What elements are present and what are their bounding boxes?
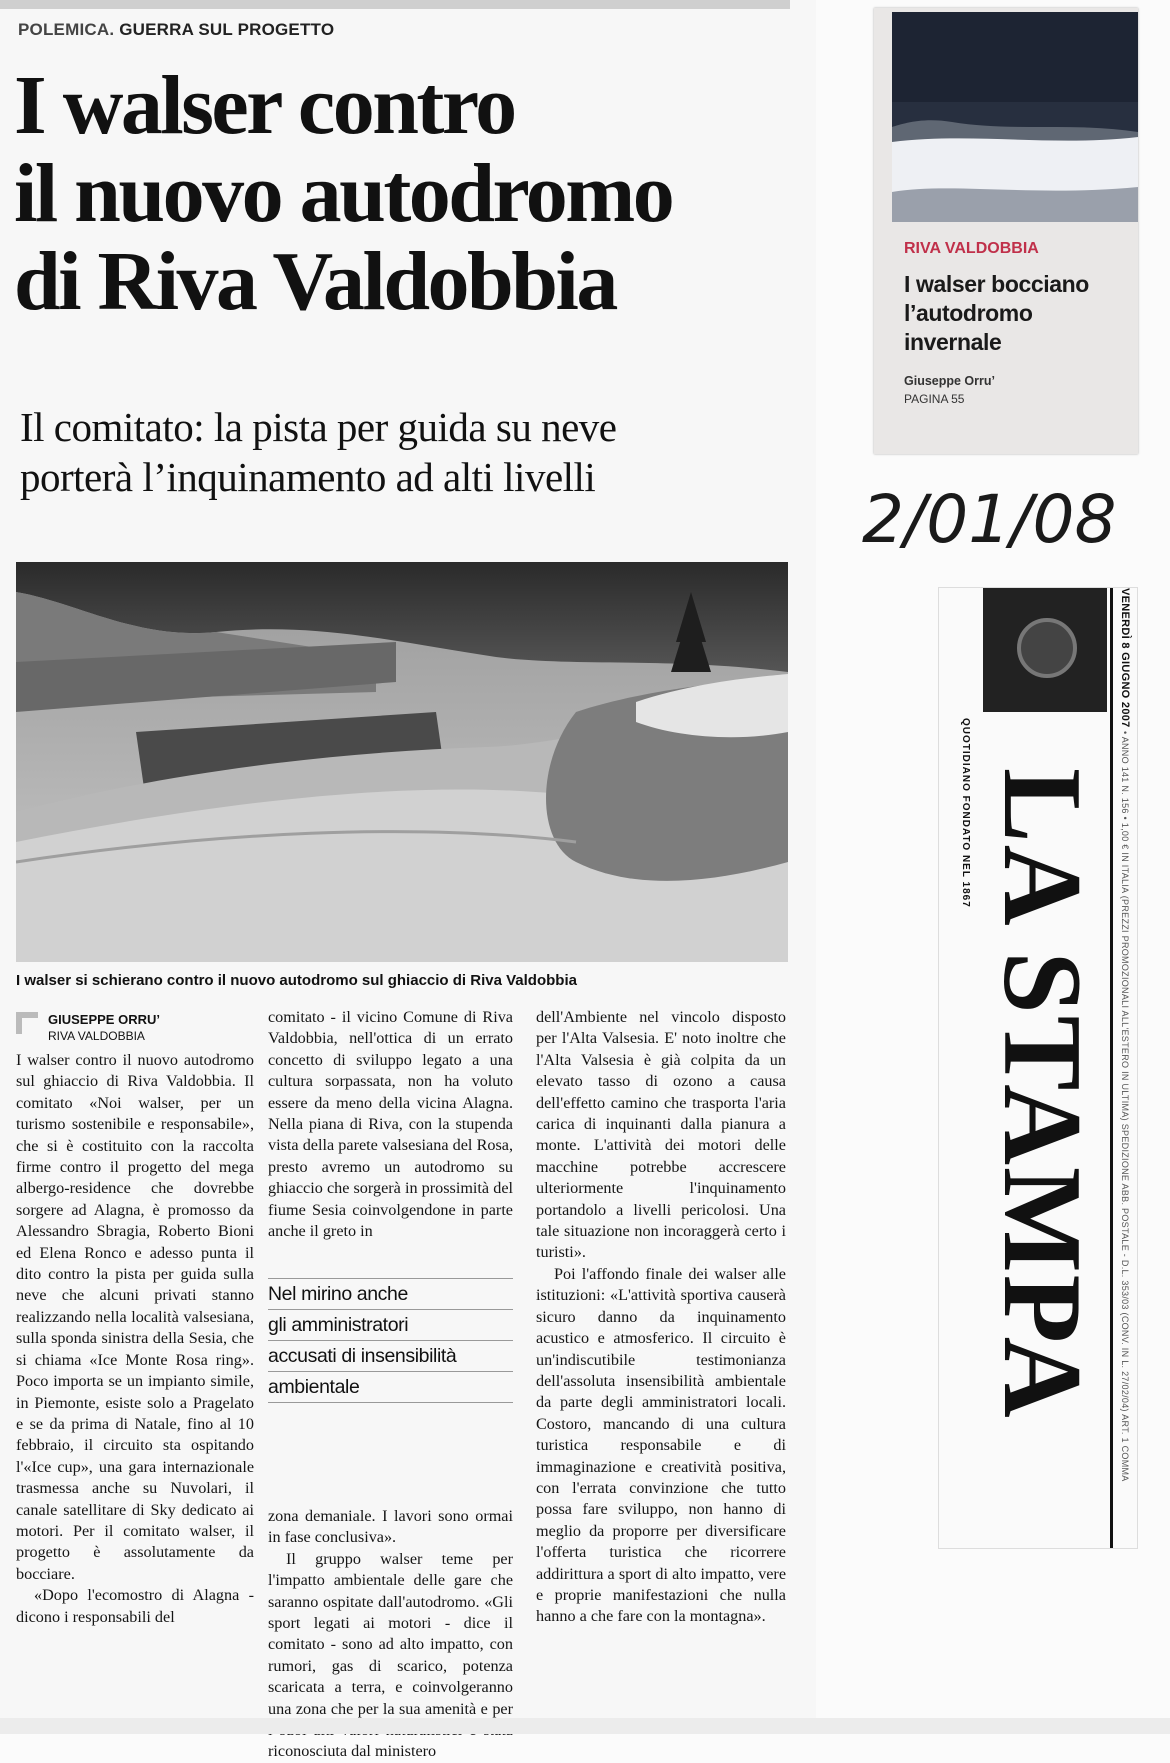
bottom-margin <box>0 1718 1170 1734</box>
subhead-line: Il comitato: la pista per guida su neve <box>20 404 617 450</box>
teaser-kicker: RIVA VALDOBBIA <box>904 240 1039 257</box>
masthead-rotated <box>939 588 1137 1548</box>
article-column-2-top <box>268 1007 513 1242</box>
article-byline <box>48 1011 160 1045</box>
masthead-logo: LA STAMPA <box>980 768 1104 1420</box>
masthead-founded: QUOTIDIANO FONDATO NEL 1867 <box>960 718 971 908</box>
article-column-3 <box>536 1007 786 1628</box>
teaser-title <box>904 270 1124 357</box>
handwritten-date <box>852 470 1152 580</box>
teaser-title-line: l’autodromo <box>904 300 1033 326</box>
masthead-issue-info: • ANNO 141 N. 156 • 1,00 € IN ITALIA (PREZZI PROMOZIONALI ALL'ESTERO IN ULTIMA) SPEDIZIONE ABB. POSTALE - D.L. 353/03 (CONV. IN L. 27/02/04) ART. 1 COMMA <box>1120 730 1130 1482</box>
headline-line: il nuovo autodromo <box>14 147 673 240</box>
headline-line: di Riva Valdobbia <box>14 235 616 328</box>
paragraph: comitato - il vicino Comune di Riva Valdobbia, nell'ottica di un errato concetto di sviluppo legato a una cultura sorpassata, non ha voluto essere da meno della vicina Alagna. Nella piana di Riva, con la stupenda vista della parete valsesiana del Rosa, presto avremo un autodromo su ghiaccio che sorgerà in prossimità del fiume Sesia coinvolgendone in parte anche il greto in <box>268 1008 513 1241</box>
headline-line: I walser contro <box>14 59 515 152</box>
snowy-landscape-thumbnail <box>892 12 1138 222</box>
kicker-topic: GUERRA SUL PROGETTO <box>119 20 335 39</box>
paragraph: «Dopo l'ecomostro di Alagna - dicono i responsabili del <box>16 1586 254 1626</box>
paragraph: Poi l'affondo finale dei walser alle istituzioni: «L'attività sportiva causerà sicuro danno da inquinamento acustico e atmosferico. Il circuito è un'indiscutibile testimonianza dell'assoluta insensibilità ambientale da parte degli amministratori locali. Costoro, mancando di una cultura turistica responsabile e di immaginazione e creatività positiva, con l'errata convinzione che tutto possa fare sviluppo, non hanno di meglio da proporre per diversificare l'offerta turistica che ricorrere addirittura a sport di alto impatto, vere e proprie manifestazioni che nulla hanno a che fare con la montagna». <box>536 1264 786 1626</box>
front-page-teaser <box>874 8 1138 454</box>
masthead-date: VENERDÌ 8 GIUGNO 2007 <box>1119 588 1131 728</box>
article-subheadline <box>20 402 810 502</box>
paragraph: zona demaniale. I lavori sono ormai in fase conclusiva». <box>268 1507 513 1547</box>
teaser-photo <box>892 12 1138 222</box>
byline-corner-mark <box>16 1012 38 1034</box>
teaser-title-line: I walser bocciano <box>904 271 1089 297</box>
pull-quote-line: ambientale <box>268 1372 513 1403</box>
pull-quote <box>268 1278 513 1403</box>
article-kicker <box>18 20 334 40</box>
snowy-track-photo <box>16 562 788 962</box>
byline-place: RIVA VALDOBBIA <box>48 1029 145 1043</box>
kicker-section: POLEMICA. <box>18 20 115 39</box>
subhead-line: porterà l’inquinamento ad alti livelli <box>20 454 596 500</box>
paragraph: Il gruppo walser teme per l'impatto ambientale delle gare che saranno ospitate dall'autodromo. «Gli sport legati ai motori - dice il comitato - sono ad alto impatto, con rumori, gas di scarico, potenza scaricata a terra, e coinvolgeranno una zona che per la sua amenità e per riconosciuta dal ministero <box>268 1549 513 1761</box>
top-rule <box>0 0 790 9</box>
masthead-dateline <box>1110 588 1135 1548</box>
handwritten-date-text: 2/01/08 <box>862 481 1117 558</box>
pull-quote-line: gli amministratori <box>268 1310 513 1341</box>
la-stampa-masthead <box>938 587 1138 1549</box>
masthead-logo-box <box>983 588 1107 712</box>
pull-quote-line: accusati di insensibilità <box>268 1341 513 1372</box>
teaser-author: Giuseppe Orru’ <box>904 374 995 388</box>
paragraph: I walser contro il nuovo autodromo sul ghiaccio di Riva Valdobbia. Il comitato «Noi walser, per un turismo sostenibile e responsabile», che si è costituito con la raccolta firme contro il progetto del mega albergo-residence che dovrebbe sorgere ad Alagna, è promosso da Alessandro Sbragia, Roberto Bioni ed Elena Ronco e adesso punta il dito contro la pista per guida sulla neve che alcuni privati stanno realizzando nella località valsesiana, sulla sponda sinistra della Sesia, che si chiama «Ice Monte Rosa ring». Poco importa se un impianto simile, in Piemonte, esiste solo a Pragelato e se da prima di Natale, fino al 10 febbraio, il circuito sta ospitando l'«Ice cup», una gara internazionale trasmessa anche su Nuvolari, il canale satellitare di Sky dedicato ai motori. Per il comitato walser, il progetto è assolutamente da bocciare. <box>16 1051 254 1583</box>
pull-quote-line: Nel mirino anche <box>268 1279 513 1310</box>
teaser-title-line: invernale <box>904 329 1002 355</box>
photo-caption: I walser si schierano contro il nuovo autodromo sul ghiaccio di Riva Valdobbia <box>16 972 577 989</box>
article-headline <box>14 59 804 328</box>
paragraph: dell'Ambiente nel vincolo disposto per l'Alta Valsesia. E' noto inoltre che l'Alta Valsesia è già colpita da un elevato tasso di ozono a causa dell'effetto camino che trasporta l'aria carica di inquinanti dalla pianura a monte. L'attività dei motori delle macchine potrebbe accrescere ulteriormente l'inquinamento portandolo a livelli pericolosi. Una tale situazione non incoraggerà certo i turisti». <box>536 1008 786 1262</box>
teaser-page: PAGINA 55 <box>904 392 965 406</box>
article-column-1 <box>16 1050 254 1628</box>
article-photo <box>16 562 788 962</box>
circle-icon <box>1017 618 1077 678</box>
byline-author: GIUSEPPE ORRU’ <box>48 1012 160 1027</box>
